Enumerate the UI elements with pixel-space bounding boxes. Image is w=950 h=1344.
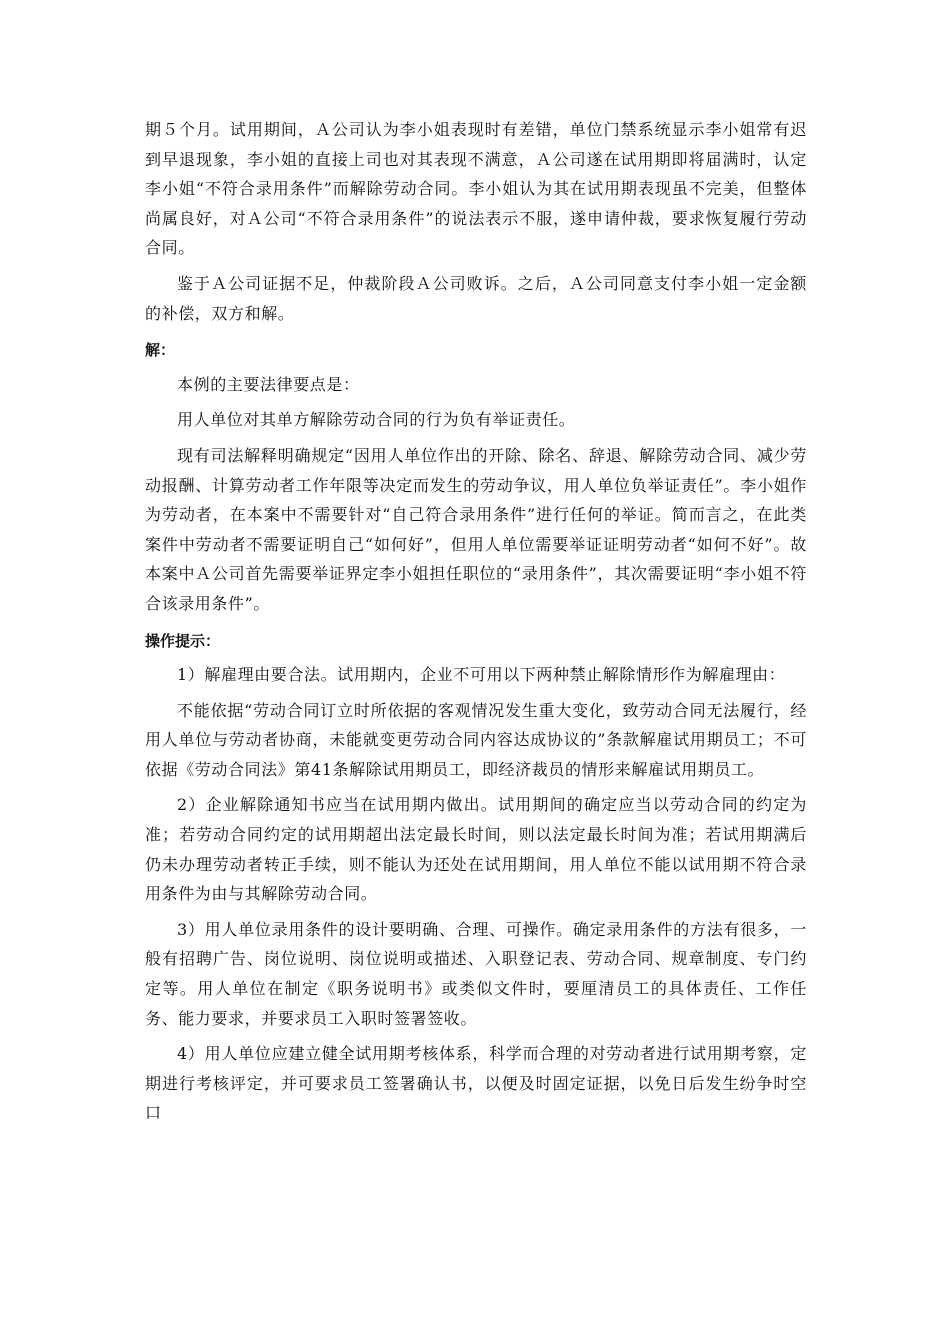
- paragraph-case-facts: 期５个月。试用期间，Ａ公司认为李小姐表现时有差错，单位门禁系统显示李小姐常有迟到早退现象，李小姐的直接上司也对其表现不满意，Ａ公司遂在试用期即将届满时，认定李小姐“不符合录用条件”而解除劳动合同。李小姐认为其在试用期表现虽不完美，但整体尚属良好，对Ａ公司“不符合录用条件”的说法表示不服，遂申请仲裁，要求恢复履行劳动合同。: [145, 120, 807, 258]
- paragraph-key-points-intro: 本例的主要法律要点是：: [177, 374, 360, 394]
- heading-solution: 解：: [145, 341, 176, 360]
- paragraph-tip-1-detail: 不能依据“劳动合同订立时所依据的客观情况发生重大变化，致劳动合同无法履行，经用人单位与劳动者协商，未能就变更劳动合同内容达成协议的”条款解雇试用期员工；不可依据《劳动合同法》第41条解除试用期员工，即经济裁员的情形来解雇试用期员工。: [145, 700, 807, 779]
- paragraph-tip-2: 2）企业解除通知书应当在试用期内做出。试用期间的确定应当以劳动合同的约定为准；若劳动合同约定的试用期超出法定最长时间，则以法定最长时间为准；若试用期满后仍未办理劳动者转正手续，则不能认为还处在试用期间，用人单位不能以试用期不符合录用条件为由与其解除劳动合同。: [145, 795, 807, 904]
- paragraph-burden-of-proof: 用人单位对其单方解除劳动合同的行为负有举证责任。: [177, 410, 576, 430]
- paragraph-case-outcome: 鉴于Ａ公司证据不足，仲裁阶段Ａ公司败诉。之后，Ａ公司同意支付李小姐一定金额的补偿，双方和解。: [145, 273, 807, 323]
- heading-operation-tips: 操作提示：: [145, 631, 221, 650]
- document-page: [145, 115, 807, 1128]
- paragraph-tip-3: 3）用人单位录用条件的设计要明确、合理、可操作。确定录用条件的方法有很多，一般有招聘广告、岗位说明、岗位说明或描述、入职登记表、劳动合同、规章制度、专门约定等。用人单位在制定《职务说明书》或类似文件时，要厘清员工的具体责任、工作任务、能力要求，并要求员工入职时签署签收。: [145, 919, 807, 1028]
- paragraph-tip-4: 4）用人单位应建立健全试用期考核体系，科学而合理的对劳动者进行试用期考察，定期进行考核评定，并可要求员工签署确认书，以便及时固定证据，以免日后发生纷争时空口: [145, 1044, 807, 1123]
- paragraph-judicial-interpretation: 现有司法解释明确规定“因用人单位作出的开除、除名、辞退、解除劳动合同、减少劳动报酬、计算劳动者工作年限等决定而发生的劳动争议，用人单位负举证责任”。李小姐作为劳动者，在本案中不需要针对“自己符合录用条件”进行任何的举证。简而言之，在此类案件中劳动者不需要证明自己“如何好”，但用人单位需要举证证明劳动者“如何不好”。故本案中Ａ公司首先需要举证界定李小姐担任职位的“录用条件”，其次需要证明“李小姐不符合该录用条件”。: [145, 445, 807, 613]
- paragraph-tip-1: 1）解雇理由要合法。试用期内，企业不可用以下两种禁止解除情形作为解雇理由：: [177, 665, 786, 685]
